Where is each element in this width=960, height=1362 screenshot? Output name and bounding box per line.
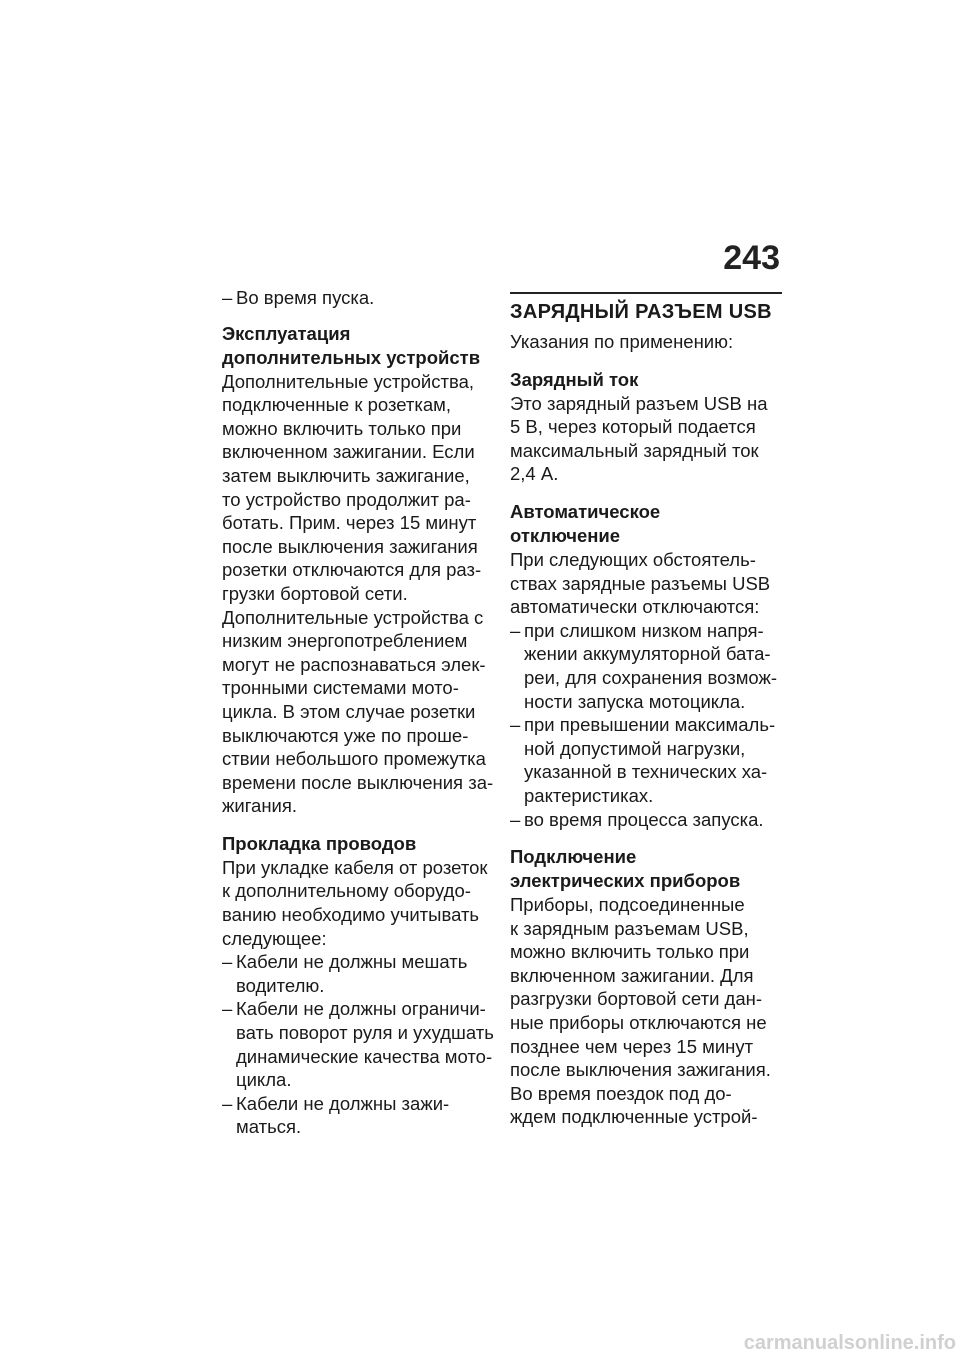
heading-line: Подключение	[510, 846, 637, 868]
text-line: водителю.	[236, 974, 325, 996]
text-line: Приборы, подсоединенные	[510, 894, 745, 916]
text-line: максимальный зарядный ток	[510, 439, 759, 461]
left-column	[222, 286, 494, 1139]
list-item: – Во время пуска.	[222, 286, 494, 310]
heading-line: электрических приборов	[510, 870, 741, 892]
text-line: затем выключить зажигание,	[222, 464, 470, 486]
heading-line: Автоматическое	[510, 500, 661, 522]
text-line: ствии небольшого промежутка	[222, 748, 486, 770]
text-line: можно включить только при	[222, 417, 462, 439]
text-line: Дополнительные устройства,	[222, 370, 475, 392]
paragraph-accessories-1	[222, 370, 494, 606]
wiring-list	[222, 950, 494, 1139]
text-line: ности запуска мотоцикла.	[524, 690, 746, 712]
text-line: позднее чем через 15 минут	[510, 1035, 754, 1057]
page-number: 243	[723, 239, 780, 277]
heading-line: отключение	[510, 524, 621, 546]
text-line: автоматически отключаются:	[510, 596, 760, 618]
heading-connecting-devices	[510, 845, 782, 893]
text-line: реи, для сохранения возмож-	[524, 666, 778, 688]
text-line: ванию необходимо учитывать	[222, 904, 480, 926]
paragraph-charging-current	[510, 392, 782, 486]
watermark-text: carmanualsonline.info	[743, 1332, 956, 1354]
text-line: разгрузки бортовой сети дан-	[510, 988, 763, 1010]
list-item	[222, 1092, 494, 1139]
paragraph-auto-shutoff	[510, 548, 782, 619]
heading-line: дополнительных устройств	[222, 346, 481, 368]
text-line: ботать. Прим. через 15 минут	[222, 512, 477, 534]
text-line: цикла.	[236, 1069, 292, 1091]
text-line: ные приборы отключаются не	[510, 1012, 767, 1034]
text-line: – при слишком низком напря-	[524, 619, 764, 641]
text-line: включенном зажигании. Для	[510, 964, 754, 986]
text-line: 2,4 А.	[510, 463, 559, 485]
text-line: указанной в технических ха-	[524, 761, 768, 783]
text-line: При укладке кабеля от розеток	[222, 856, 488, 878]
text-line: следующее:	[222, 927, 327, 949]
text-line: Это зарядный разъем USB на	[510, 392, 768, 414]
text-line: можно включить только при	[510, 941, 750, 963]
text-line: динамические качества мото-	[236, 1045, 493, 1067]
list-item	[222, 997, 494, 1091]
text-line: рактеристиках.	[524, 784, 654, 806]
paragraph-connecting-devices	[510, 893, 782, 1129]
text-line: – Кабели не должны зажи-	[236, 1092, 450, 1114]
text-line: Во время поездок под до-	[510, 1082, 732, 1104]
text-line: – при превышении максималь-	[524, 714, 776, 736]
text-line: При следующих обстоятель-	[510, 548, 756, 570]
text-line: – Кабели не должны мешать	[236, 951, 468, 973]
text-line: вать поворот руля и ухудшать	[236, 1022, 494, 1044]
text-line: жении аккумуляторной бата-	[524, 643, 771, 665]
list-item	[510, 619, 782, 713]
paragraph-wiring	[222, 856, 494, 950]
text-line: ствах зарядные разъемы USB	[510, 572, 771, 594]
text-line: после выключения зажигания.	[510, 1059, 771, 1081]
paragraph-accessories-2	[222, 606, 494, 818]
text-line: – Кабели не должны ограничи-	[236, 998, 486, 1020]
text-line: подключенные к розеткам,	[222, 394, 452, 416]
text-line: то устройство продолжит ра-	[222, 488, 471, 510]
text-line: 5 В, через который подается	[510, 416, 756, 438]
section-title-usb: ЗАРЯДНЫЙ РАЗЪЕМ USB	[510, 292, 782, 326]
text-line: ной допустимой нагрузки,	[524, 737, 746, 759]
text-line: Дополнительные устройства с	[222, 606, 484, 628]
list-item	[510, 713, 782, 807]
list-item	[510, 808, 782, 832]
text-line: жигания.	[222, 795, 298, 817]
text-line: ждем подключенные устрой-	[510, 1106, 758, 1128]
text-line: – во время процесса запуска.	[524, 808, 764, 830]
auto-shutoff-list	[510, 619, 782, 831]
list-item	[222, 950, 494, 997]
text-line: розетки отключаются для раз-	[222, 559, 482, 581]
section-heading-wiring: Прокладка проводов	[222, 832, 417, 854]
text-line: низким энергопотреблением	[222, 630, 468, 652]
text-line: цикла. В этом случае розетки	[222, 700, 476, 722]
text-line: тронными системами мото-	[222, 677, 459, 699]
text-line: времени после выключения за-	[222, 771, 494, 793]
text-line: могут не распознаваться элек-	[222, 653, 486, 675]
heading-auto-shutoff	[510, 500, 782, 548]
text-line: маться.	[236, 1116, 302, 1138]
text-line: грузки бортовой сети.	[222, 582, 408, 604]
heading-line: Эксплуатация	[222, 322, 351, 344]
right-column	[510, 286, 782, 1129]
section-heading-accessories	[222, 322, 494, 370]
text-line: включенном зажигании. Если	[222, 441, 475, 463]
intro-list	[222, 286, 494, 310]
text-line: выключаются уже по проше-	[222, 724, 469, 746]
usb-intro: Указания по применению:	[510, 331, 734, 352]
text-line: к дополнительному оборудо-	[222, 880, 471, 902]
heading-charging-current: Зарядный ток	[510, 368, 639, 390]
text-line: после выключения зажигания	[222, 535, 478, 557]
text-line: к зарядным разъемам USB,	[510, 917, 749, 939]
